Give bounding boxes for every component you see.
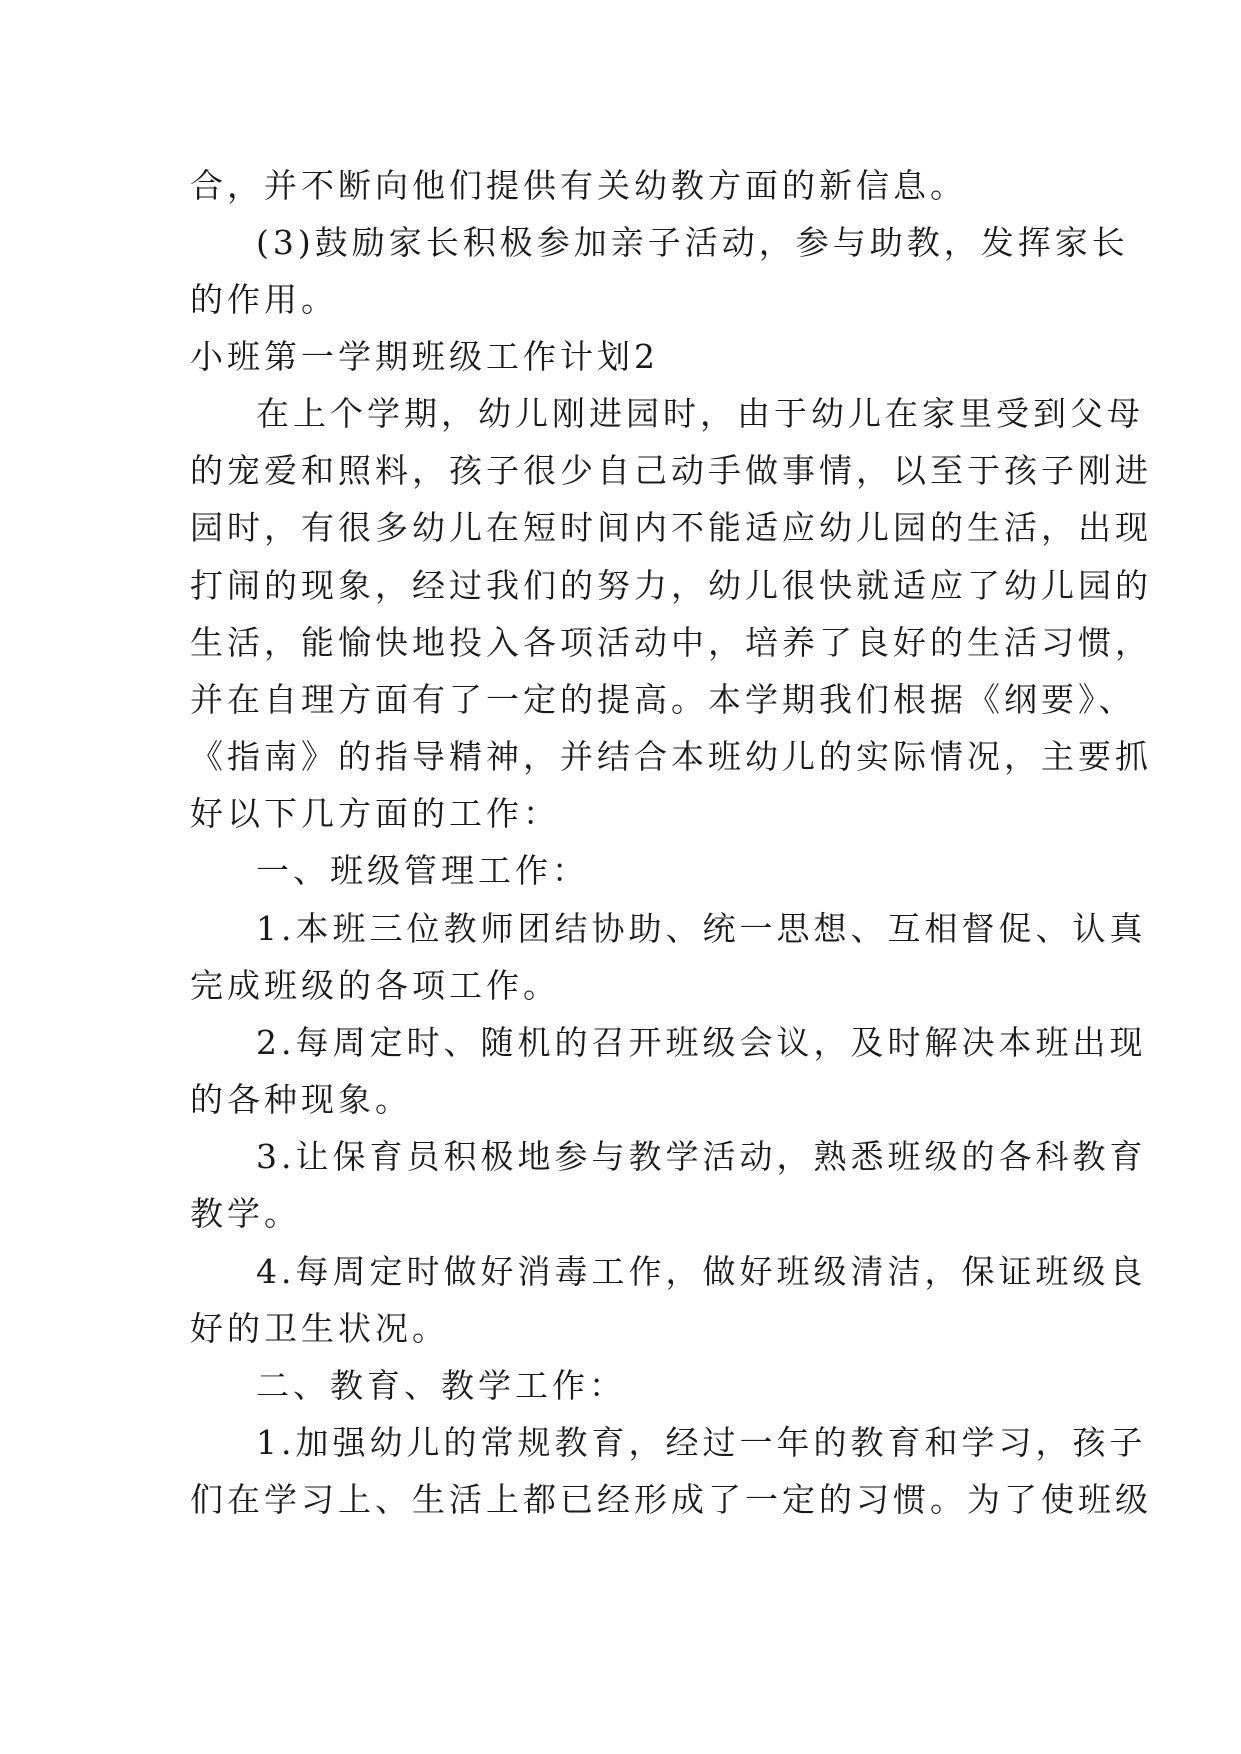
text-line: 打闹的现象，经过我们的努力，幼儿很快就适应了幼儿园的 — [190, 566, 1152, 605]
section-heading: 二、教育、教学工作： — [256, 1366, 626, 1405]
text-line: (3)鼓励家长积极参加亲子活动，参与助教，发挥家长 — [256, 223, 1129, 262]
text-line: 园时，有很多幼儿在短时间内不能适应幼儿园的生活，出现 — [190, 508, 1152, 547]
text-line: 合，并不断向他们提供有关幼教方面的新信息。 — [190, 166, 967, 205]
text-line: 在上个学期，幼儿刚进园时，由于幼儿在家里受到父母 — [256, 394, 1144, 433]
text-line: 3.让保育员积极地参与教学活动，熟悉班级的各科教育 — [256, 1137, 1147, 1176]
text-line: 完成班级的各项工作。 — [190, 966, 560, 1005]
section-heading: 一、班级管理工作： — [256, 851, 589, 890]
text-line: 的宠爱和照料，孩子很少自己动手做事情，以至于孩子刚进 — [190, 451, 1152, 490]
text-line: 们在学习上、生活上都已经形成了一定的习惯。为了使班级 — [190, 1480, 1152, 1519]
text-line: 2.每周定时、随机的召开班级会议，及时解决本班出现 — [256, 1023, 1147, 1062]
text-line: 生活，能愉快地投入各项活动中，培养了良好的生活习惯， — [190, 623, 1152, 662]
text-line: 好以下几方面的工作： — [190, 794, 560, 833]
text-line: 好的卫生状况。 — [190, 1309, 449, 1348]
text-line: 的作用。 — [190, 280, 338, 319]
text-line: 教学。 — [190, 1194, 301, 1233]
text-line: 的各种现象。 — [190, 1080, 412, 1119]
section-title: 小班第一学期班级工作计划2 — [190, 337, 659, 376]
text-line: 并在自理方面有了一定的提高。本学期我们根据《纲要》、 — [190, 680, 1136, 719]
text-line: 1.本班三位教师团结协助、统一思想、互相督促、认真 — [256, 909, 1147, 948]
text-line: 4.每周定时做好消毒工作，做好班级清洁，保证班级良 — [256, 1252, 1147, 1291]
text-line: 《指南》的指导精神，并结合本班幼儿的实际情况，主要抓 — [190, 737, 1152, 776]
text-line: 1.加强幼儿的常规教育，经过一年的教育和学习，孩子 — [256, 1423, 1147, 1462]
